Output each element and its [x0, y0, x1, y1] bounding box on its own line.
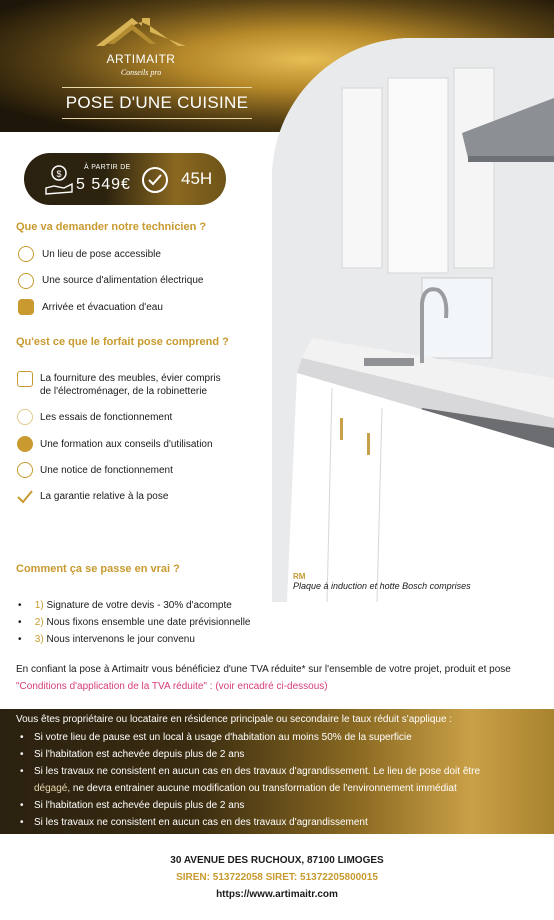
photo-tag: RM — [293, 572, 306, 581]
condition-item: • Si votre lieu de pause est un local à usage d'habitation au moins 50% de la superficie — [18, 729, 542, 746]
training-icon — [17, 436, 33, 452]
faucet-icon — [18, 299, 34, 315]
included-item: Une formation aux conseils d'utilisation — [40, 439, 213, 450]
plug-icon — [18, 273, 34, 289]
included-item-line: La fourniture des meubles, évier compris — [40, 373, 221, 384]
process-heading: Comment ça se passe en vrai ? — [16, 563, 180, 575]
requirement-item: Une source d'alimentation électrique — [42, 275, 204, 286]
condition-item: • Si l'habitation est achevée depuis plus de 2 ans — [18, 797, 542, 814]
process-steps — [18, 597, 250, 648]
price-from-label: À PARTIR DE — [84, 164, 131, 171]
footer-address: 30 AVENUE DES RUCHOUX, 87100 LIMOGES — [170, 855, 384, 866]
footer-company-ids: SIREN: 513722058 SIRET: 51372205800015 — [176, 872, 378, 883]
tva-conditions-link: "Conditions d'application de la TVA réduite" : (voir encadré ci-dessous) — [16, 681, 328, 692]
clock-icon — [138, 163, 172, 197]
photo-caption: Plaque à induction et hotte Bosch comprises — [293, 581, 471, 591]
kitchen-illustration — [272, 38, 554, 602]
process-step: • 2) Nous fixons ensemble une date prévisionnelle — [18, 617, 251, 628]
condition-item: • Si l'habitation est achevée depuis plus de 2 ans — [18, 746, 542, 763]
conditions-intro: Vous êtes propriétaire ou locataire en résidence principale ou secondaire le taux réduit s'applique : — [16, 714, 453, 725]
location-icon — [18, 246, 34, 262]
process-step: • 3) Nous intervenons le jour convenu — [18, 634, 195, 645]
requirements-heading: Que va demander notre technicien ? — [16, 221, 207, 233]
svg-text:$: $ — [56, 169, 62, 179]
info-icon — [17, 462, 33, 478]
tva-paragraph: En confiant la pose à Artimaitr vous bénéficiez d'une TVA réduite* sur l'ensemble de votre projet, produit et pose "Conditions d'application de la TVA réduite" : (voir encadré ci-dessous) — [16, 664, 511, 692]
included-item: Les essais de fonctionnement — [40, 412, 173, 423]
divider — [62, 118, 252, 119]
brand-name: ARTIMAITR — [106, 52, 176, 66]
conditions-list — [18, 729, 542, 831]
kitchen-photo — [272, 38, 554, 602]
furniture-icon — [17, 371, 33, 387]
house-roof-logo-icon — [92, 12, 190, 48]
included-item-line: de l'électroménager, de la robinetterie — [40, 386, 208, 397]
included-item: La garantie relative à la pose — [40, 491, 169, 502]
page-title: POSE D'UNE CUISINE — [65, 93, 249, 112]
guarantee-icon — [16, 488, 34, 506]
brand-tagline: Conseils pro — [120, 68, 162, 77]
test-icon — [17, 409, 33, 425]
included-item: Une notice de fonctionnement — [40, 465, 173, 476]
price-amount: 5 549€ — [76, 176, 131, 193]
requirement-item: Arrivée et évacuation d'eau — [42, 302, 163, 313]
requirement-item: Un lieu de pose accessible — [42, 249, 161, 260]
money-hand-icon — [44, 162, 74, 196]
footer-website-link[interactable]: https://www.artimaitr.com — [216, 889, 338, 900]
condition-item: • Si les travaux ne consistent en aucun cas en des travaux d'agrandissement — [18, 814, 542, 831]
divider — [62, 87, 252, 88]
condition-item: • Si les travaux ne consistent en aucun cas en des travaux d'agrandissement. Le lieu de pose doit être dégagé, ne devra entrainer aucune modification ou transformation de l'environnement immédiat — [18, 763, 542, 797]
process-step: • 1) Signature de votre devis - 30% d'acompte — [18, 600, 232, 611]
duration-label: 45H — [181, 169, 213, 188]
included-heading: Qu'est ce que le forfait pose comprend ? — [16, 336, 229, 348]
